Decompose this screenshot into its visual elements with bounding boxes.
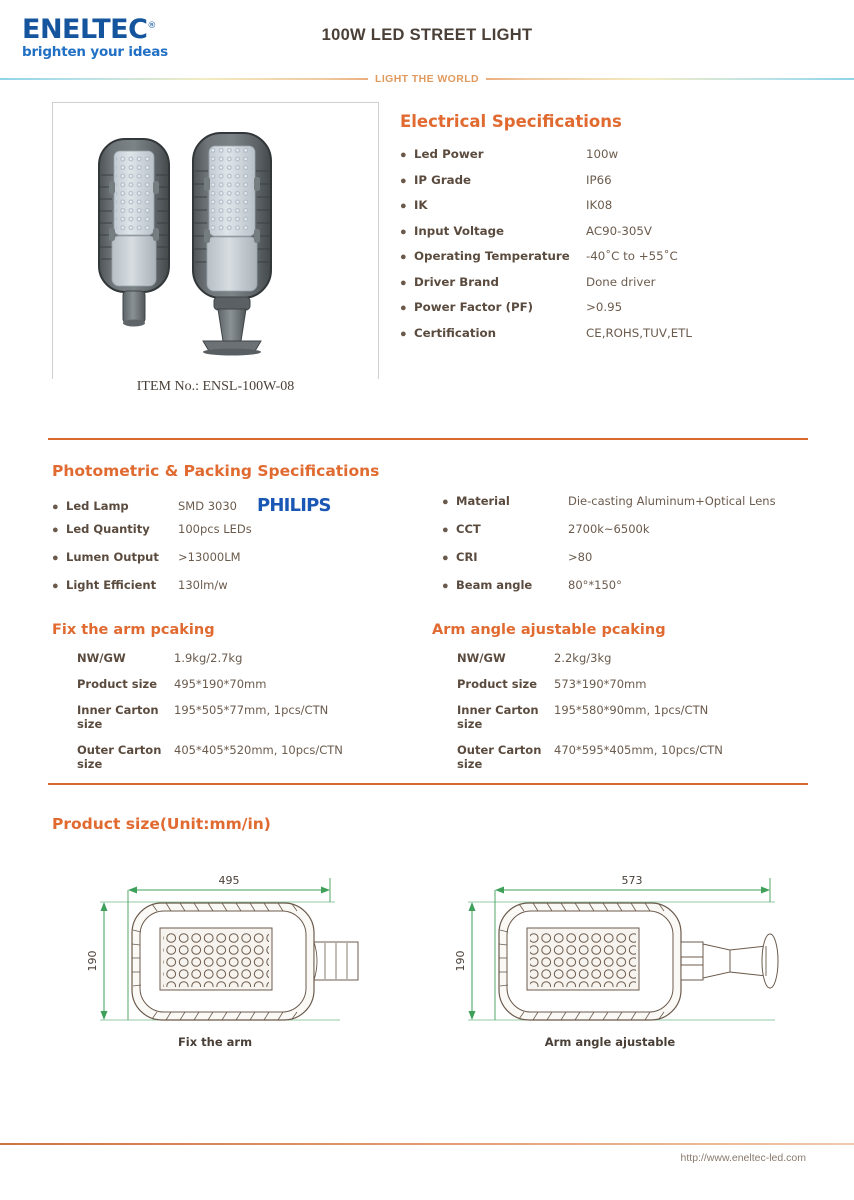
bullet-icon: ●: [52, 524, 59, 536]
spec-label: CRI: [456, 550, 478, 564]
spec-row: [442, 578, 812, 594]
spec-row: [442, 550, 812, 566]
photometric-specifications-section: [52, 462, 812, 606]
footer-divider: [0, 1143, 854, 1145]
table-row: [52, 703, 432, 731]
spec-row: [400, 275, 840, 289]
section-divider: [48, 783, 808, 785]
spec-label: Certification: [414, 325, 497, 340]
spec-label: IP Grade: [414, 172, 472, 187]
row-label: Outer Carton size: [457, 743, 542, 771]
spec-value: >80: [568, 550, 593, 564]
spec-value: >0.95: [586, 300, 623, 314]
drawing-arm-angle-adjustable: [454, 874, 778, 1020]
page-header: [0, 0, 854, 62]
row-value: 470*595*405mm, 10pcs/CTN: [554, 743, 723, 757]
slogan-divider: [0, 72, 854, 86]
spec-row: [400, 147, 840, 161]
spec-row: [52, 578, 442, 594]
electrical-specifications-section: [400, 112, 840, 351]
logo-tagline: brighten your ideas: [22, 44, 168, 60]
logo-text: ENELTEC: [22, 14, 148, 45]
spec-label: Material: [456, 494, 510, 508]
row-value: 2.2kg/3kg: [554, 651, 612, 665]
row-value: 405*405*520mm, 10pcs/CTN: [174, 743, 343, 757]
philips-logo: PHILIPS: [257, 495, 331, 516]
fix-arm-packing-table: [52, 622, 432, 783]
bullet-icon: ●: [400, 174, 407, 187]
registered-trademark-icon: ®: [147, 21, 156, 31]
row-label: Product size: [457, 677, 538, 691]
row-label: Outer Carton size: [77, 743, 162, 771]
spec-row: [52, 522, 442, 538]
bullet-icon: ●: [400, 302, 407, 314]
table-row: [432, 703, 812, 731]
spec-label: Input Voltage: [414, 223, 505, 238]
bullet-icon: ●: [442, 496, 449, 508]
product-photo: [53, 103, 378, 386]
spec-label: Led Lamp: [66, 499, 129, 513]
spec-value: AC90-305V: [586, 223, 652, 238]
spec-row: [400, 173, 840, 187]
spec-value: -40˚C to +55˚C: [586, 249, 678, 263]
spec-value: 2700k~6500k: [568, 522, 650, 536]
bullet-icon: ●: [52, 552, 59, 564]
drawing-caption-adjustable-arm: Arm angle ajustable: [544, 1035, 676, 1049]
spec-row: [400, 249, 840, 263]
bullet-icon: ●: [442, 552, 449, 564]
row-label: Product size: [77, 677, 158, 691]
dimension-width-label: 573: [621, 874, 643, 887]
spec-label: Lumen Output: [66, 550, 159, 564]
spec-value: 100pcs LEDs: [178, 522, 252, 536]
spec-row: [400, 224, 840, 238]
fix-arm-packing-title: Fix the arm pcaking: [52, 622, 215, 638]
bullet-icon: ●: [52, 580, 59, 592]
spec-value: 80°*150°: [568, 578, 622, 592]
spec-row: [400, 326, 840, 340]
photometric-specifications-title: Photometric & Packing Specifications: [52, 462, 380, 480]
spec-label: Led Quantity: [66, 522, 150, 536]
product-size-section: [52, 815, 812, 833]
row-label: NW/GW: [77, 651, 126, 665]
product-size-title: Product size(Unit:mm/in): [52, 815, 271, 833]
slogan-text: LIGHT THE WORLD: [368, 72, 486, 86]
spec-label: Driver Brand: [414, 274, 499, 289]
dimension-width-label: 495: [218, 874, 240, 887]
spec-value: Die-casting Aluminum+Optical Lens: [568, 494, 776, 508]
adjustable-arm-packing-title: Arm angle ajustable pcaking: [432, 622, 666, 638]
spec-value: IP66: [586, 172, 612, 187]
table-row: [432, 651, 812, 665]
spec-label: IK: [414, 198, 428, 212]
bullet-icon: ●: [400, 225, 407, 238]
drawing-fix-the-arm: [86, 874, 358, 1020]
spec-label: Operating Temperature: [414, 249, 570, 263]
spec-value: >13000LM: [178, 550, 241, 564]
page-title: 100W LED STREET LIGHT: [321, 26, 533, 44]
section-divider: [48, 438, 808, 440]
table-row: [432, 743, 812, 771]
spec-row: [52, 550, 442, 566]
product-photo-box: [52, 102, 379, 387]
bullet-icon: ●: [400, 251, 407, 263]
spec-value: Done driver: [586, 274, 656, 289]
spec-row: [442, 494, 812, 510]
spec-value: 130lm/w: [178, 578, 228, 592]
row-label: NW/GW: [457, 651, 506, 665]
adjustable-arm-packing-table: [432, 622, 812, 783]
spec-value: SMD 3030: [178, 499, 237, 513]
bullet-icon: ●: [400, 149, 407, 161]
photometric-right-column: [442, 494, 812, 606]
dimension-height-label: 190: [454, 950, 467, 972]
packing-tables: [52, 622, 812, 783]
spec-label: CCT: [456, 522, 481, 536]
spec-value: CE,ROHS,TUV,ETL: [586, 325, 692, 340]
spec-row: [442, 522, 812, 538]
electrical-specifications-title: Electrical Specifications: [400, 112, 622, 131]
spec-label: Led Power: [414, 147, 484, 161]
row-label: Inner Carton size: [77, 703, 159, 731]
bullet-icon: ●: [400, 327, 407, 340]
footer-website-url[interactable]: http://www.eneltec-led.com: [680, 1152, 806, 1164]
spec-label: Power Factor (PF): [414, 300, 534, 314]
bullet-icon: ●: [400, 276, 407, 289]
bullet-icon: ●: [442, 524, 449, 536]
row-value: 573*190*70mm: [554, 677, 647, 691]
row-value: 1.9kg/2.7kg: [174, 651, 243, 665]
spec-row: [400, 198, 840, 212]
row-value: 195*505*77mm, 1pcs/CTN: [174, 703, 329, 717]
lamp-fixture-fixed-arm: [99, 139, 169, 327]
spec-row: [400, 300, 840, 314]
bullet-icon: ●: [442, 580, 449, 592]
table-row: [52, 743, 432, 771]
lamp-fixture-adjustable-arm: [193, 133, 271, 356]
bullet-icon: ●: [400, 200, 407, 212]
row-label: Inner Carton size: [457, 703, 539, 731]
dimension-height-label: 190: [86, 950, 99, 972]
item-number: ITEM No.: ENSL-100W-08: [52, 379, 379, 395]
spec-row: [52, 494, 442, 516]
spec-label: Beam angle: [456, 578, 533, 592]
spec-value: 100w: [586, 147, 619, 161]
photometric-left-column: [52, 494, 442, 606]
bullet-icon: ●: [52, 501, 59, 513]
spec-value: IK08: [586, 198, 613, 212]
spec-label: Light Efficient: [66, 578, 157, 592]
row-value: 495*190*70mm: [174, 677, 267, 691]
table-row: [432, 677, 812, 691]
table-row: [52, 651, 432, 665]
drawing-caption-fix-arm: Fix the arm: [177, 1035, 253, 1049]
row-value: 195*580*90mm, 1pcs/CTN: [554, 703, 709, 717]
table-row: [52, 677, 432, 691]
